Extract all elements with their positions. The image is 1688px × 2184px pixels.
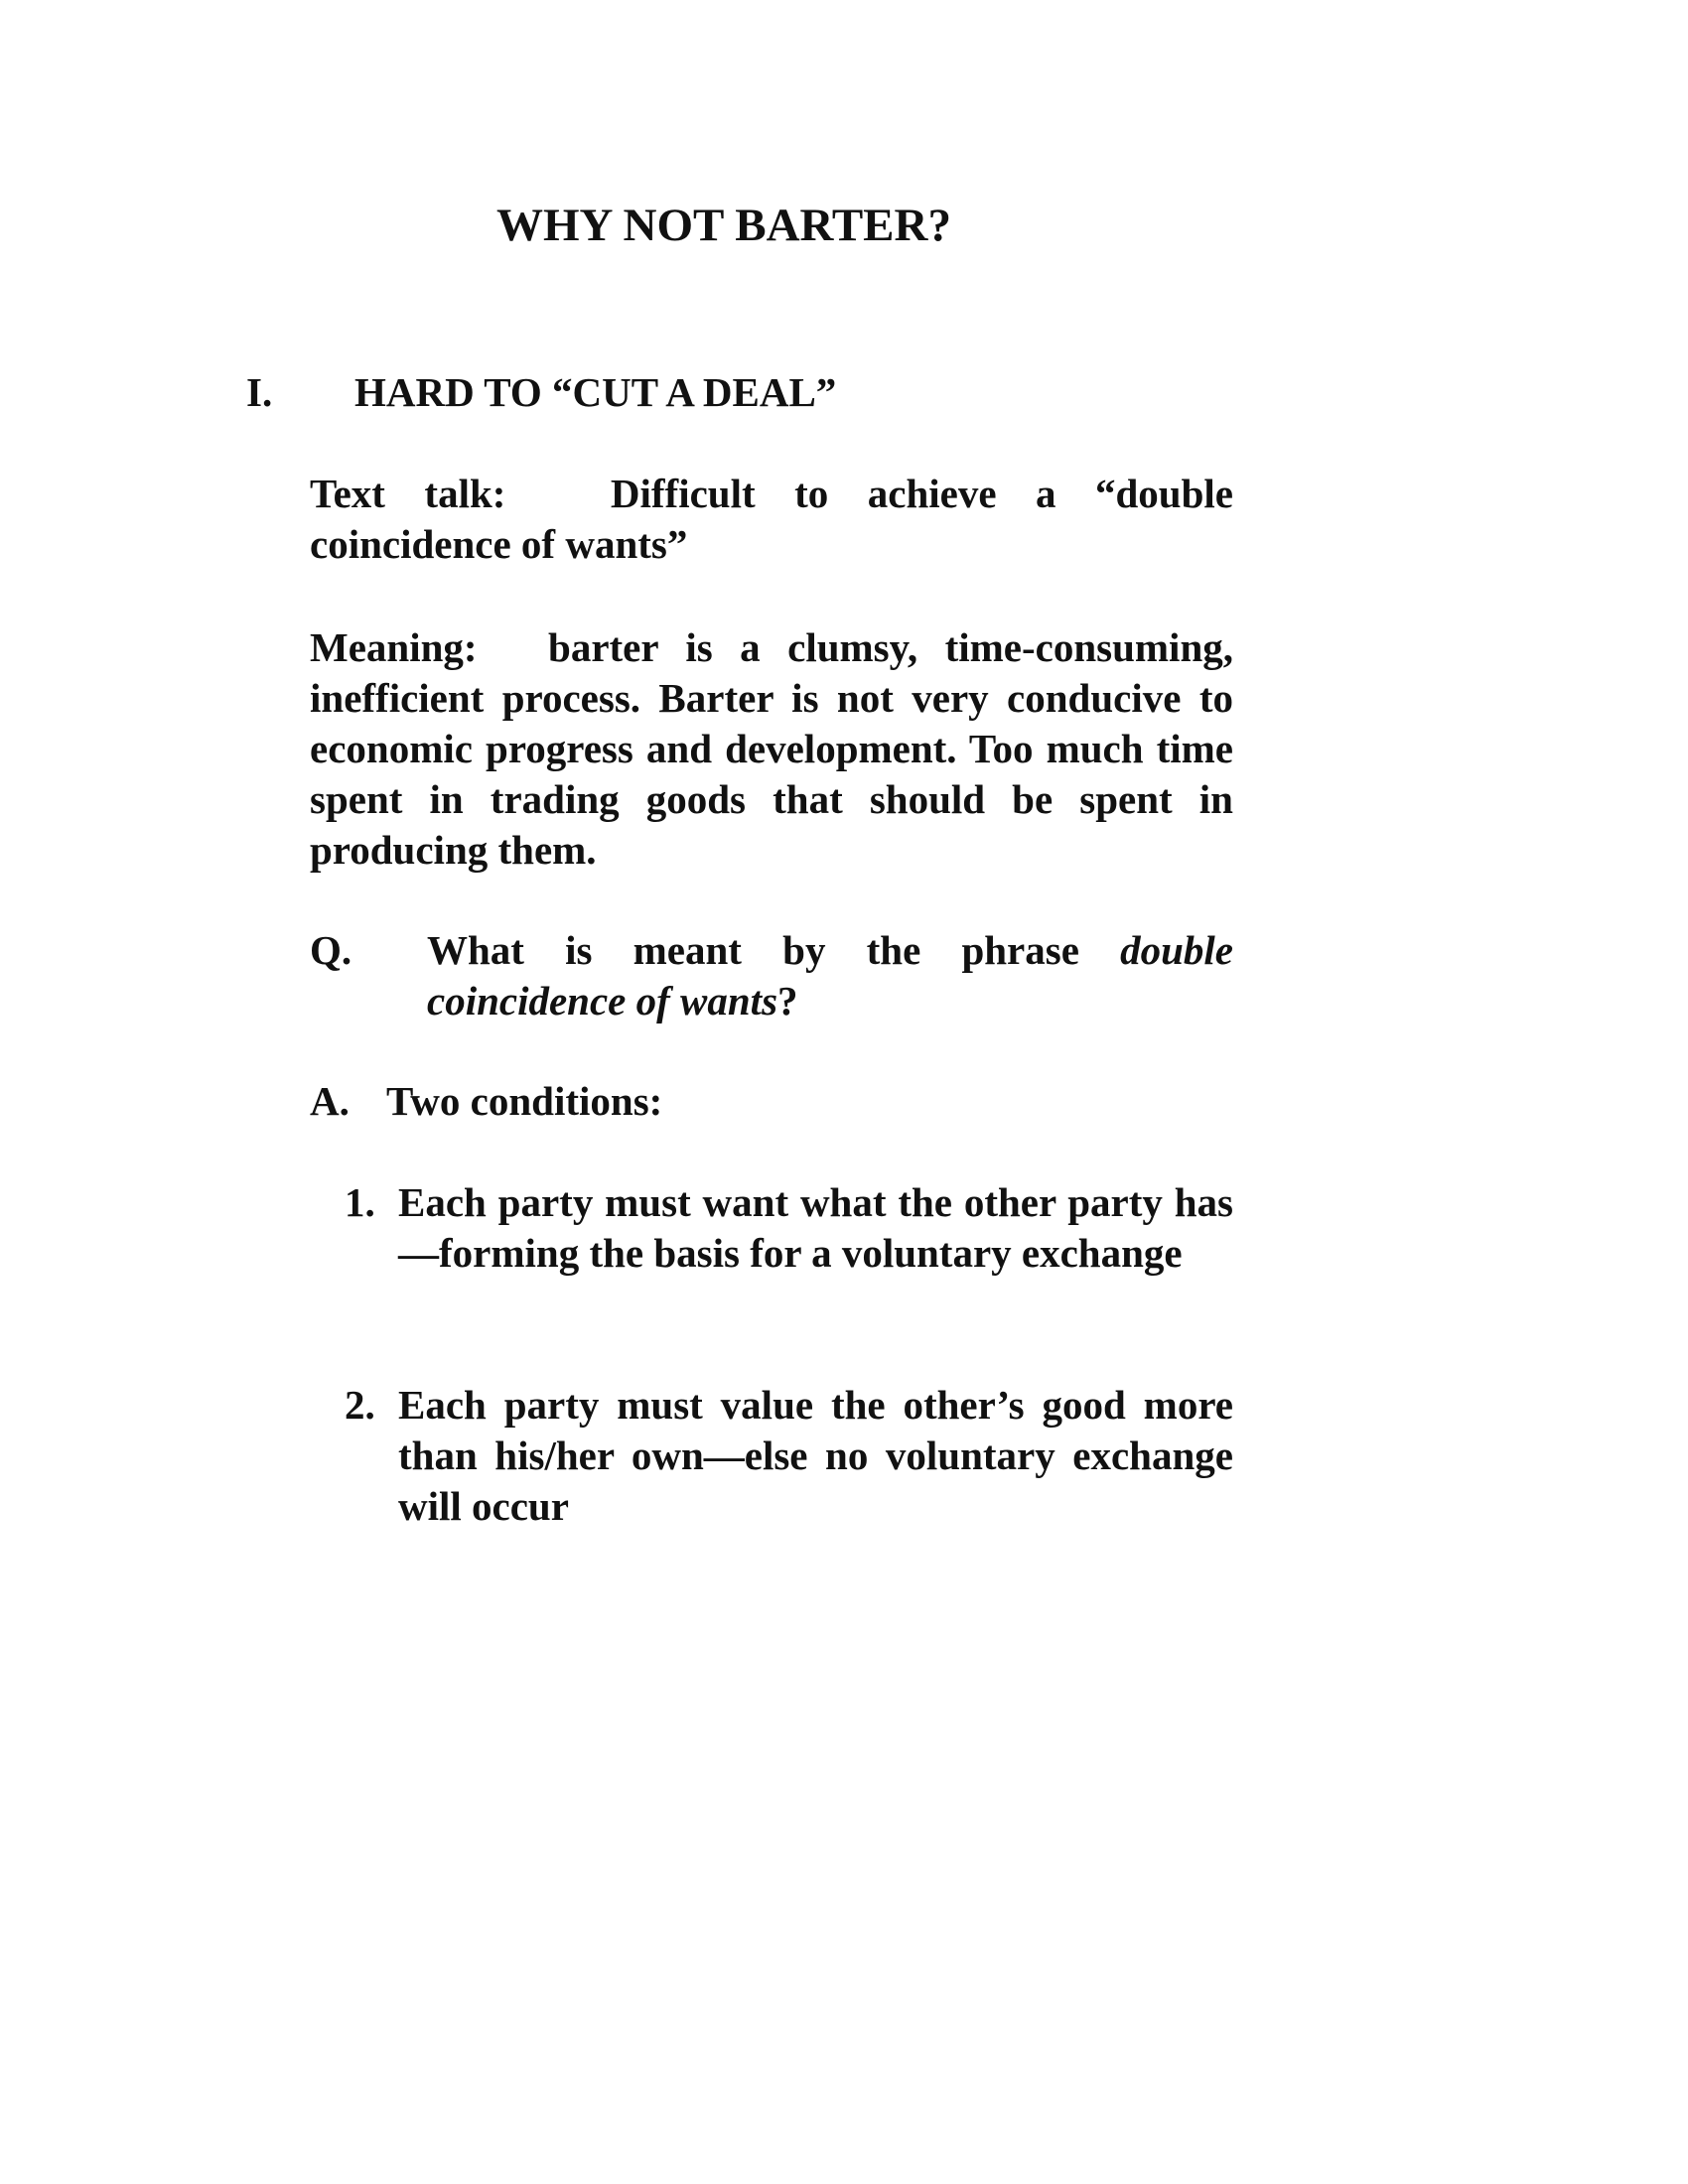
meaning-paragraph <box>310 622 1233 876</box>
page-title: WHY NOT BARTER? <box>496 200 951 251</box>
question-text-after: ? <box>777 978 798 1024</box>
text-talk-body: Difficult to achieve a “double coincidence of wants” <box>310 471 1234 567</box>
meaning-label: Meaning: <box>310 624 478 670</box>
answer-text: Two conditions: <box>386 1078 663 1124</box>
text-talk-label: Text talk: <box>310 471 506 516</box>
question-emphasis: double coincidence of wants <box>427 927 1233 1024</box>
condition-2-text: Each party must value the other’s good more than his/her own—else no voluntary exchange will occur <box>398 1382 1233 1529</box>
meaning-body: barter is a clumsy, time-consuming, inefficient process. Barter is not very conducive to economic progress and development. Too much time spent in trading goods that should be spent in producing them. <box>310 624 1234 873</box>
condition-1-text: Each party must want what the other party has—forming the basis for a voluntary exchange <box>398 1179 1233 1276</box>
question-label: Q. <box>310 927 352 973</box>
section-number: I. <box>246 369 273 415</box>
condition-2-number: 2. <box>345 1382 375 1428</box>
question-text <box>427 925 1233 1026</box>
condition-1-number: 1. <box>345 1179 375 1225</box>
section-heading: HARD TO “CUT A DEAL” <box>354 369 837 415</box>
answer-label: A. <box>310 1078 350 1124</box>
question-text-before: What is meant by the phrase <box>427 927 1121 973</box>
text-talk-paragraph <box>310 469 1233 570</box>
